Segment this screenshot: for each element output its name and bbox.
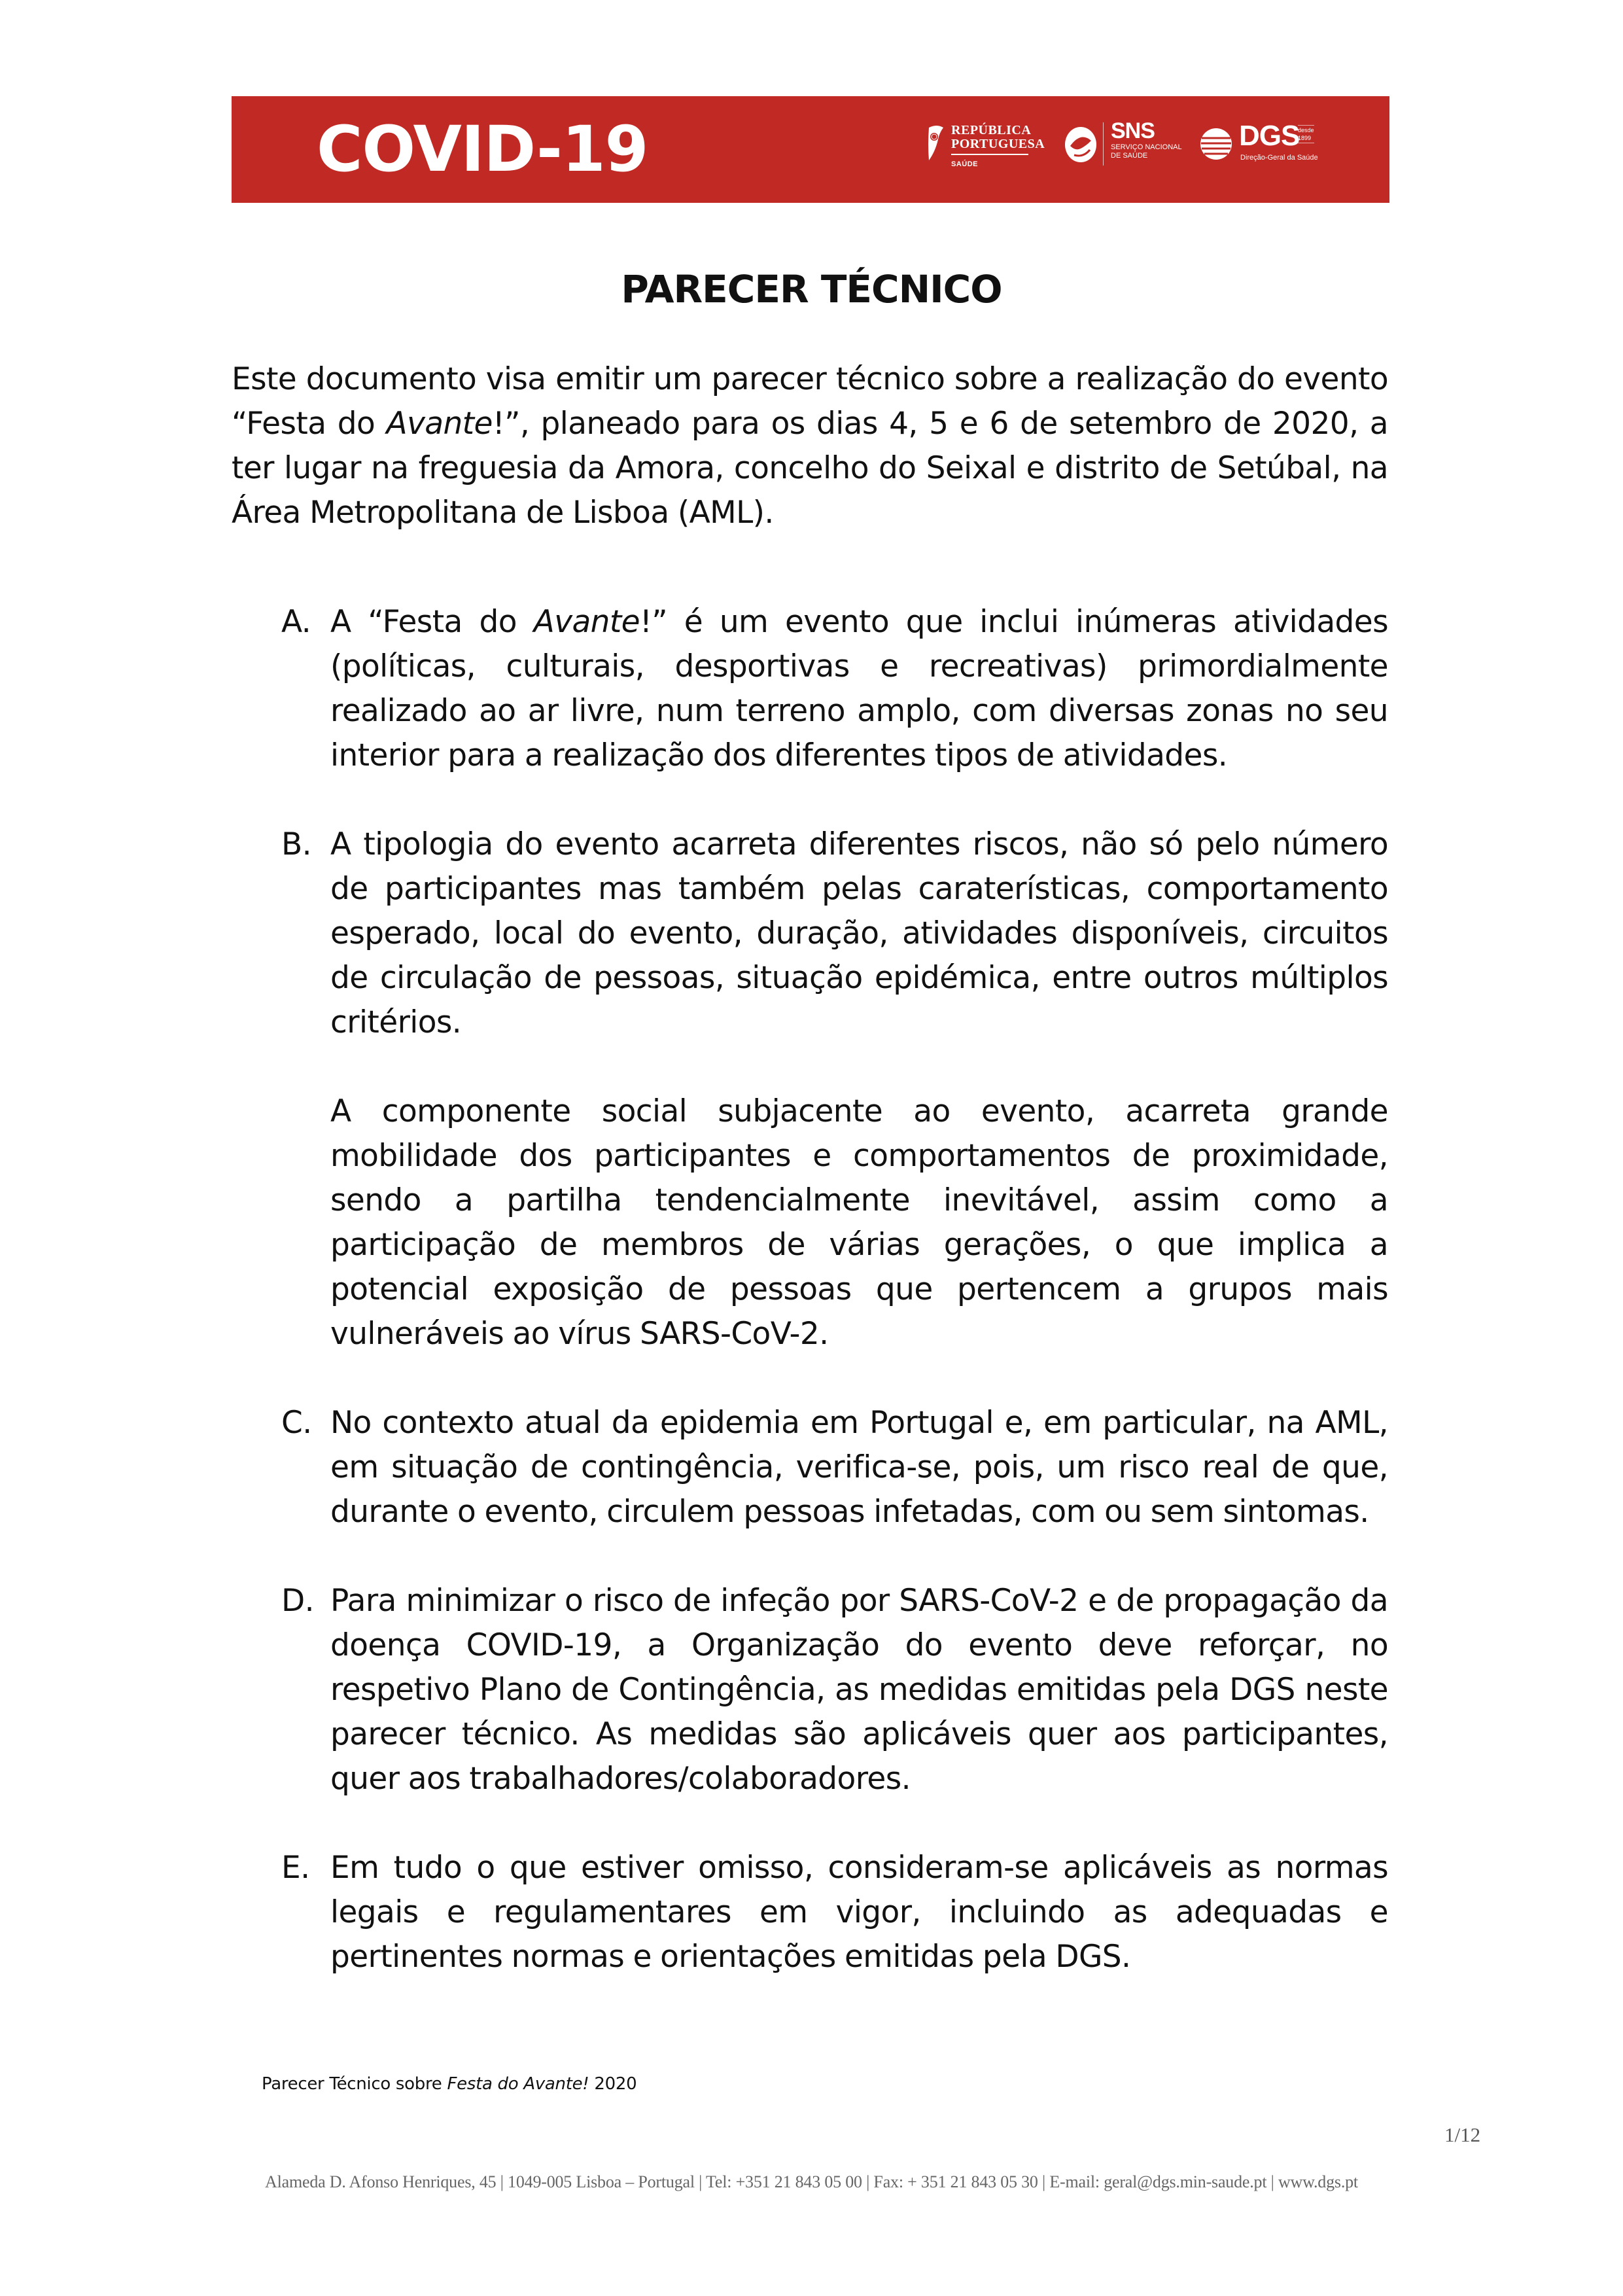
list-item-d (281, 1579, 1388, 1801)
dgs-logo: DGS desde 1899 Direção-Geral da Saúde (1200, 121, 1344, 180)
item-label: A. (281, 604, 311, 640)
item-label: E. (281, 1850, 310, 1886)
covid-header-banner (232, 96, 1389, 203)
sns-logo: SNS SERVIÇO NACIONAL DE SAÚDE (1064, 121, 1188, 180)
dgs-globe-icon (1200, 128, 1232, 160)
item-text: No contexto atual da epidemia em Portugal e, em particular, na AML, em situação de contingência, verifica-se, pois, um risco real de que, durante o evento, circulem pessoas infetadas, com ou sem sintomas. (330, 1405, 1388, 1530)
footer-address: Alameda D. Afonso Henriques, 45 | 1049-005 Lisboa – Portugal | Tel: +351 21 843 05 00 | Fax: + 351 21 843 05 30 | E-mail: geral@dgs.min-saude.pt | www.dgs.pt (265, 2172, 1358, 2191)
item-label: C. (281, 1405, 312, 1441)
footer-document-note: Parecer Técnico sobre Festa do Avante! 2020 (262, 2074, 637, 2094)
list-item-e (281, 1846, 1388, 1979)
banner-title: COVID-19 (317, 113, 648, 186)
item-text-continued: A componente social subjacente ao evento, acarreta grande mobilidade dos participantes e comportamentos de proximidade, sendo a partilha tendencialmente inevitável, assim como a participação de membros de várias gerações, o que implica a potencial exposição de pessoas que pertencem a grupos mais vulneráveis ao vírus SARS-CoV-2. (330, 1093, 1388, 1352)
item-text: A tipologia do evento acarreta diferentes riscos, não só pelo número de participantes mas também pelas caraterísticas, comportamento esperado, local do evento, duração, atividades disponíveis, circuitos de circulação de pessoas, situação epidémica, entre outros múltiplos critérios. (330, 826, 1388, 1040)
item-text: A “Festa do Avante!” é um evento que inclui inúmeras atividades (políticas, culturais, desportivas e recreativas) primordialmente realizado ao ar livre, num terreno amplo, com diversas zonas no seu interior para a realização dos diferentes tipos de atividades. (330, 604, 1388, 773)
intro-paragraph: Este documento visa emitir um parecer técnico sobre a realização do evento “Festa do Avante!”, planeado para os dias 4, 5 e 6 de setembro de 2020, a ter lugar na freguesia da Amora, concelho do Seixal e distrito de Setúbal, na Área Metropolitana de Lisboa (AML). (232, 361, 1388, 531)
item-text: Para minimizar o risco de infeção por SARS-CoV-2 e de propagação da doença COVID-19, a Organização do evento deve reforçar, no respetivo Plano de Contingência, as medidas emitidas pela DGS neste parecer técnico. As medidas são aplicáveis quer aos participantes, quer aos trabalhadores/colaboradores. (330, 1583, 1388, 1797)
item-label: D. (281, 1583, 314, 1619)
list-item-b (281, 822, 1388, 1356)
list-item-a (281, 600, 1388, 778)
republica-emblem-icon (925, 125, 945, 162)
considerations-list (281, 600, 1388, 1979)
republica-portuguesa-logo: REPÚBLICA PORTUGUESA SAÚDE (925, 121, 1069, 180)
page-title: PARECER TÉCNICO (621, 267, 1002, 311)
item-text: Em tudo o que estiver omisso, consideram-se aplicáveis as normas legais e regulamentares em vigor, incluindo as adequadas e pertinentes normas e orientações emitidas pela DGS. (330, 1850, 1388, 1975)
page-number: 1/12 (1444, 2123, 1481, 2146)
item-label: B. (281, 826, 311, 862)
list-item-c (281, 1401, 1388, 1534)
sns-emblem-icon (1064, 126, 1098, 163)
